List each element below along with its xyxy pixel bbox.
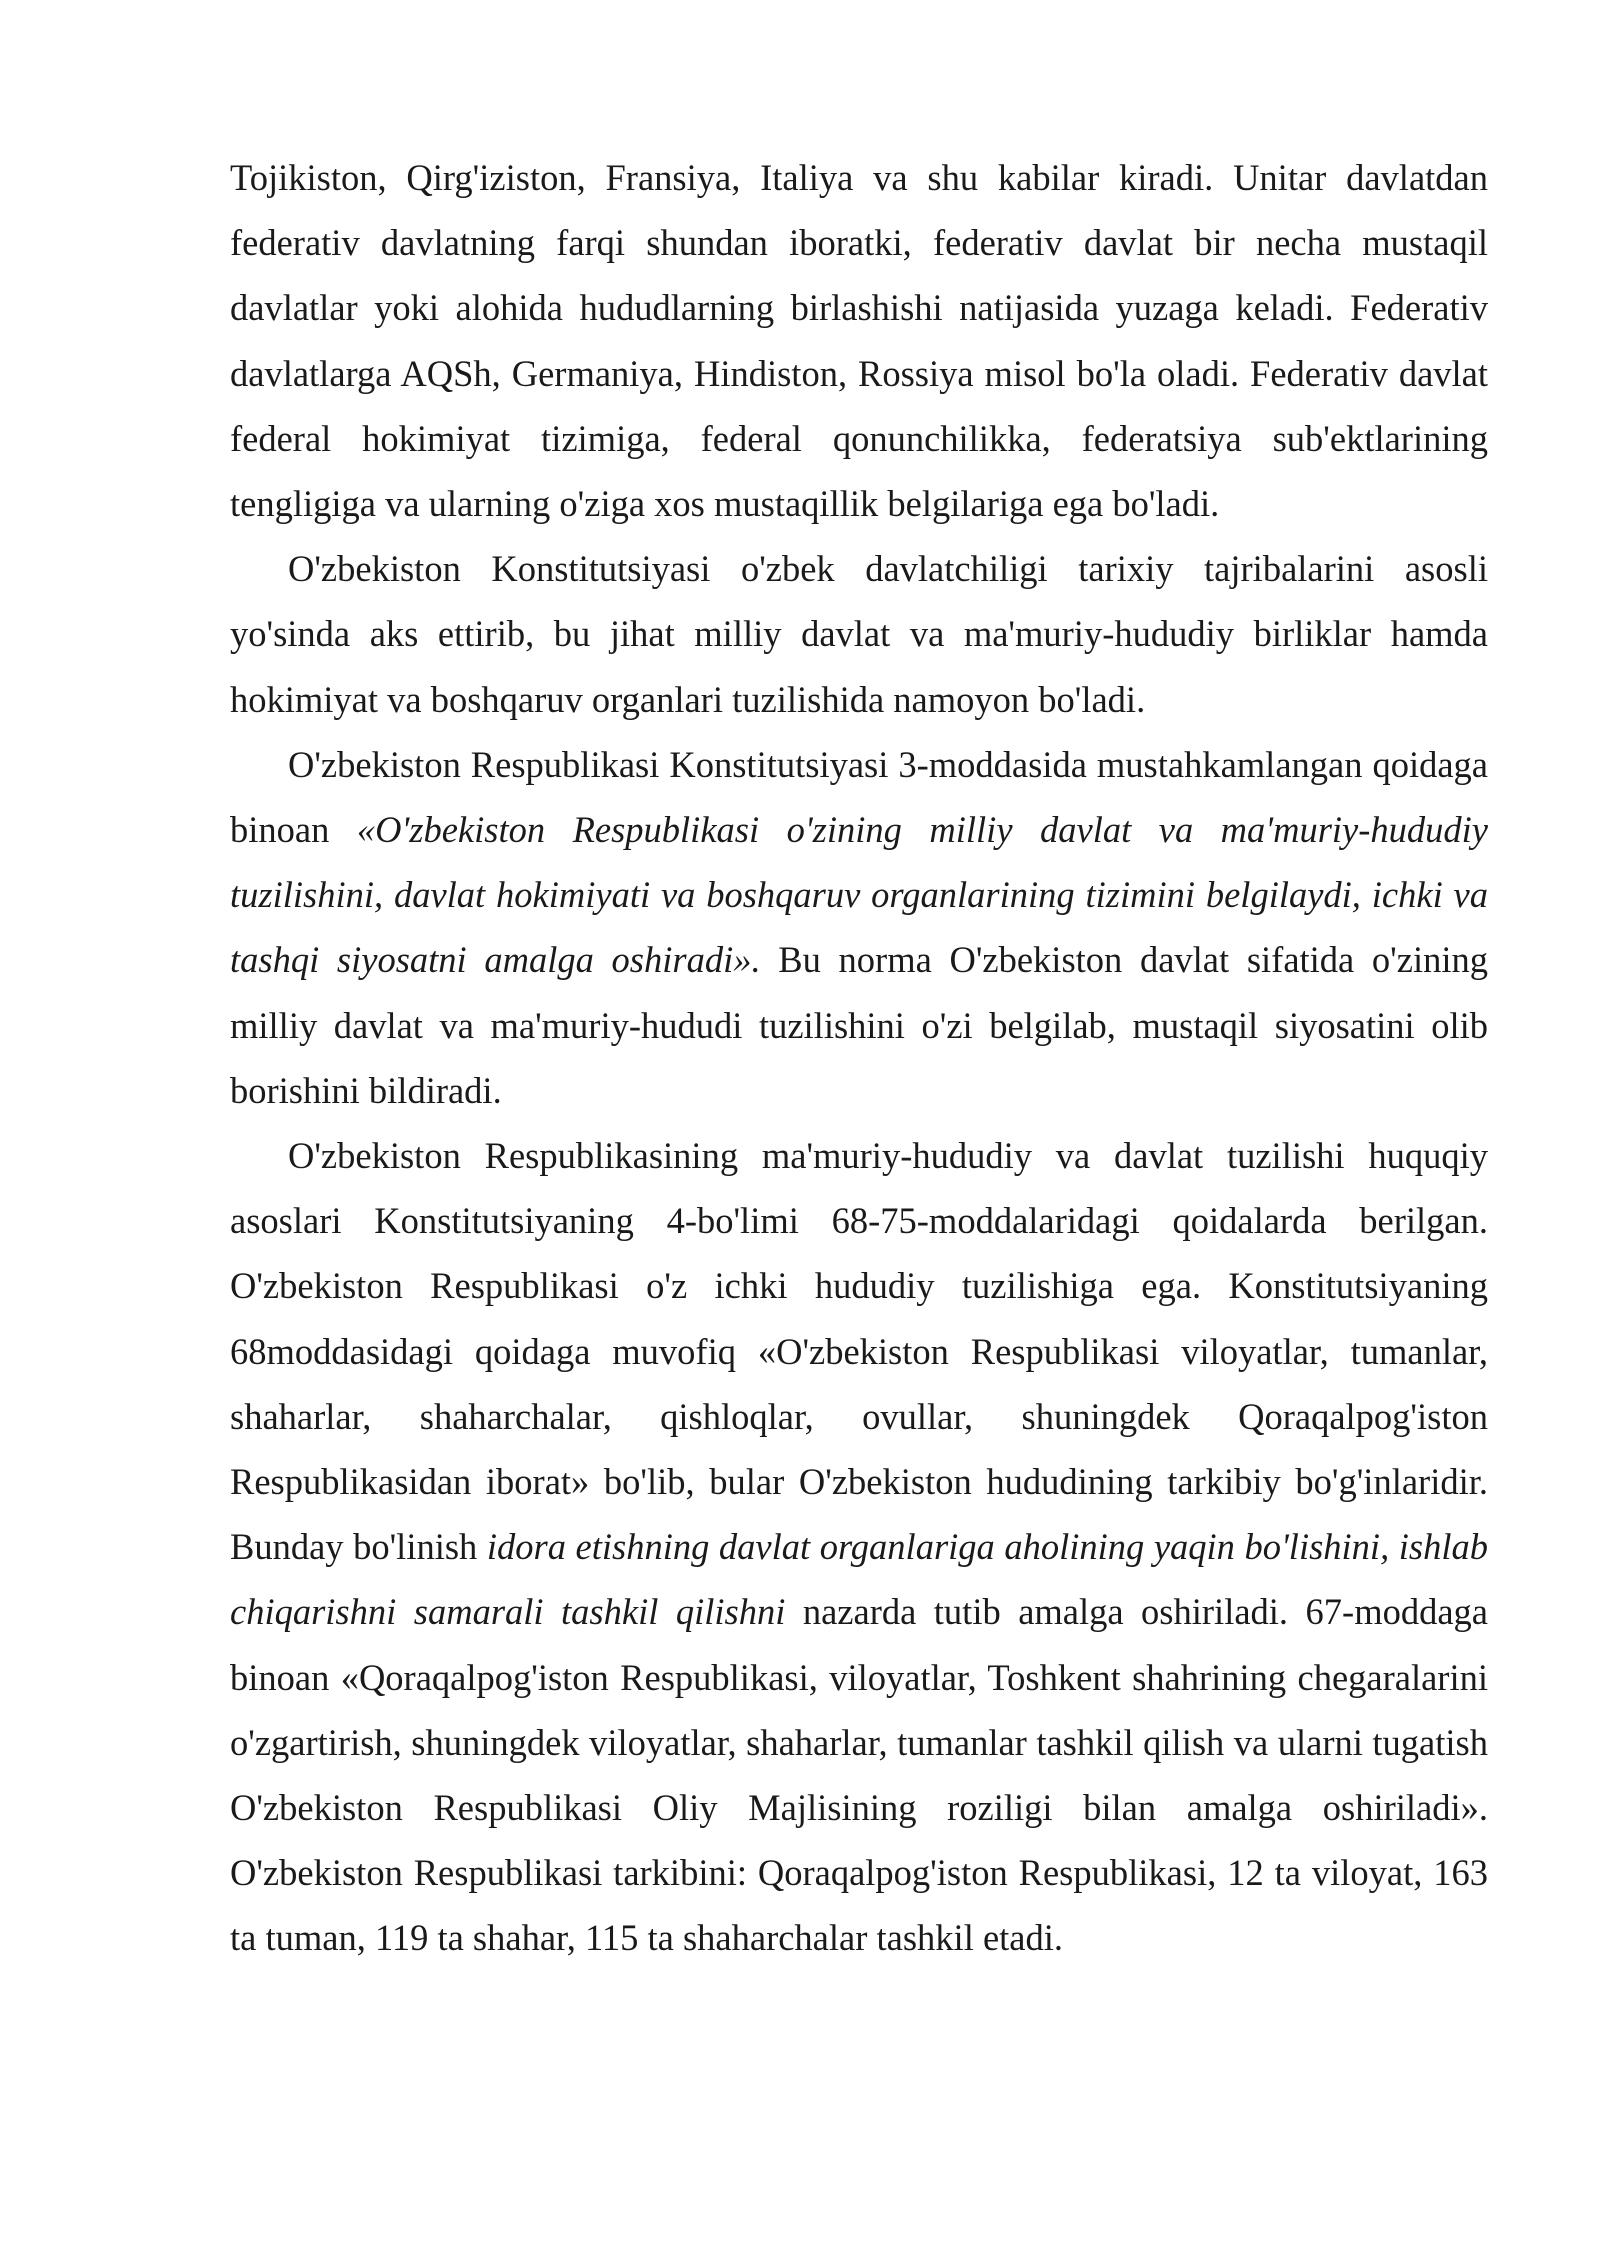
paragraph-federativ: [230, 145, 1488, 536]
paragraph-konstitutsiya-tajriba: [230, 536, 1488, 732]
quotation-italic: «O'zbekiston Respublikasi o'zining milliy davlat va ma'muriy-hududiy tuzilishini, davlat hokimiyati va boshqaruv organlarining tizimini belgilaydi, ichki va tashqi siyosatni amalga oshiradi».: [230, 809, 1489, 981]
document-page: [230, 145, 1488, 1971]
paragraph-mamuriy-hududiy: [230, 1123, 1488, 1971]
emphasis-italic: idora etishning davlat organlariga aholining yaqin bo'lishini, ishlab chiqarishni samarali tashkil qilishni: [230, 1526, 1488, 1633]
paragraph-text: Bu norma O'zbekiston davlat sifatida o'zining milliy davlat va ma'muriy-hududi tuzilishini o'zi belgilab, mustaqil siyosatini olib borishini bildiradi.: [230, 939, 1488, 1111]
paragraph-text: nazarda tutib amalga oshiriladi. 67-moddaga binoan «Qoraqalpog'iston Respublikasi, viloyatlar, Toshkent shahrining chegaralarini o'zgartirish, shuningdek viloyatlar, shaharlar, tumanlar tashkil qilish va ularni tugatish O'zbekiston Respublikasi Oliy Majlisining roziligi bilan amalga oshiriladi». O'zbekiston Respublikasi tarkibini: Qoraqalpog'iston Respublikasi, 12 ta viloyat, 163 ta tuman, 119 ta shahar, 115 ta shaharchalar tashkil etadi.: [230, 1591, 1488, 1959]
paragraph-text: Tojikiston, Qirg'iziston, Fransiya, Italiya va shu kabilar kiradi. Unitar davlatdan federativ davlatning farqi shundan iboratki, federativ davlat bir necha mustaqil davlatlar yoki alohida hududlarning birlashishi natijasida yuzaga keladi. Federativ davlatlarga AQSh, Germaniya, Hindiston, Rossiya misol bo'la oladi. Federativ davlat federal hokimiyat tizimiga, federal qonunchilikka, federatsiya sub'ektlarining tengligiga va ularning o'ziga xos mustaqillik belgilariga ega bo'ladi.: [230, 157, 1488, 525]
paragraph-text: O'zbekiston Respublikasi Konstitutsiyasi 3-moddasida mustahkamlangan qoidaga binoan: [230, 743, 1488, 851]
paragraph-text: O'zbekiston Konstitutsiyasi o'zbek davlatchiligi tarixiy tajribalarini asosli yo'sinda aks ettirib, bu jihat milliy davlat va ma'muriy-hududiy birliklar hamda hokimiyat va boshqaruv organlari tuzilishida namoyon bo'ladi.: [230, 548, 1488, 720]
paragraph-text: O'zbekiston Respublikasining ma'muriy-hududiy va davlat tuzilishi huquqiy asoslari Konstitutsiyaning 4-bo'limi 68-75-moddalaridagi qoidalarda berilgan. O'zbekiston Respublikasi o'z ichki hududiy tuzilishiga ega. Konstitutsiyaning 68moddasidagi qoidaga muvofiq «O'zbekiston Respublikasi viloyatlar, tumanlar, shaharlar, shaharchalar, qishloqlar, ovullar, shuningdek Qoraqalpog'iston Respublikasidan iborat» bo'lib, bular O'zbekiston hududining tarkibiy bo'g'inlaridir. Bunday bo'linish: [230, 1135, 1488, 1568]
paragraph-3-modda: [230, 732, 1488, 1123]
